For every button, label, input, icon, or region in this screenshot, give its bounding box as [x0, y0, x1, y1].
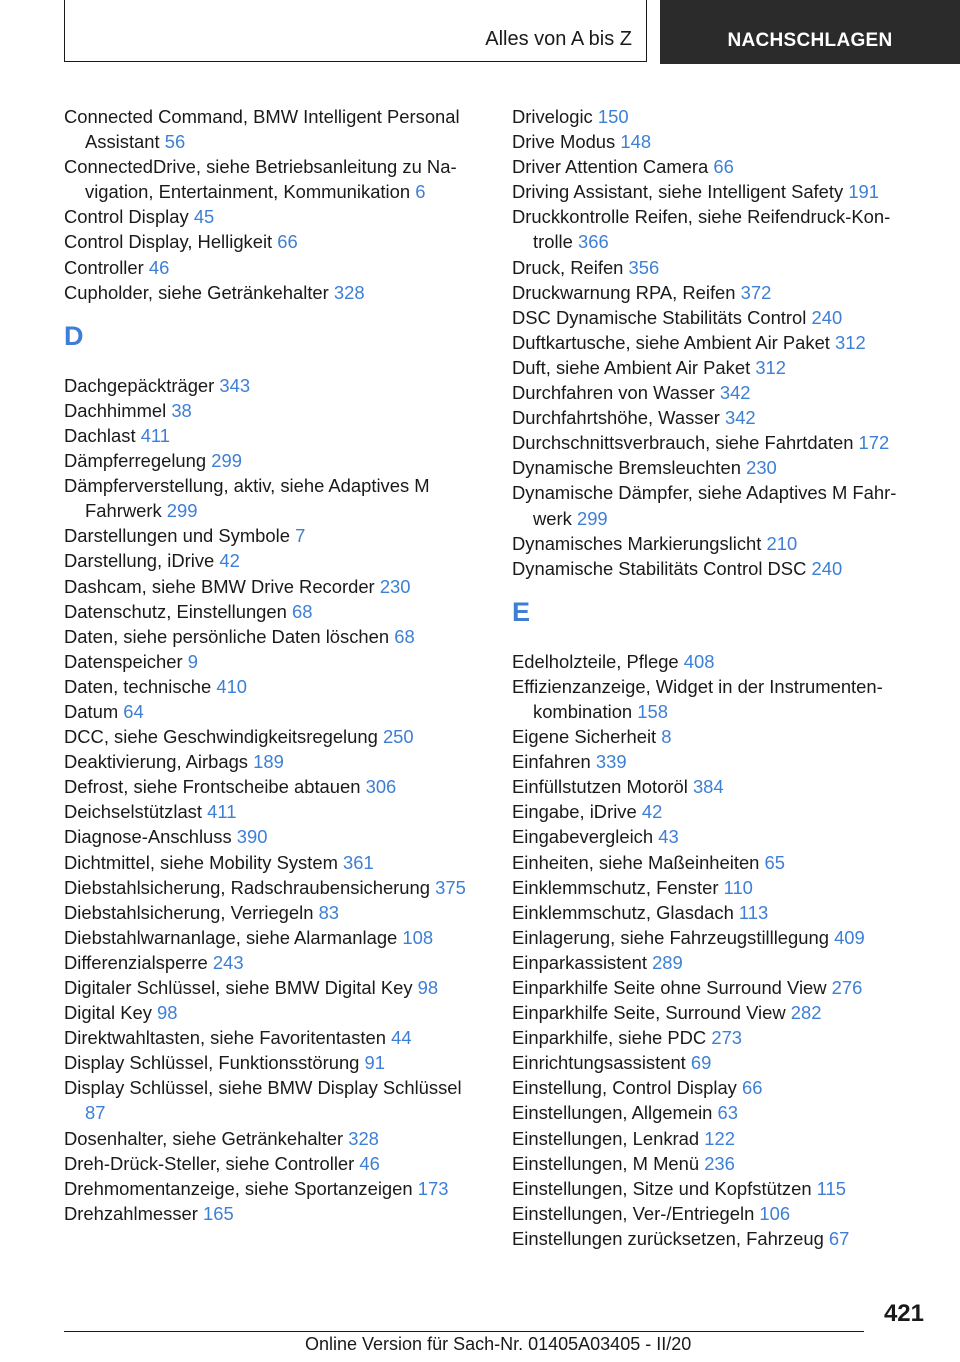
index-entry [64, 624, 484, 649]
index-entry-term: Effizienzanzeige, Widget in der Instrumentenkombination [512, 675, 883, 722]
index-entry [512, 179, 917, 204]
index-entry-term: Dämpferverstellung, aktiv, siehe Adaptives M Fahrwerk [64, 475, 430, 522]
index-entry [64, 280, 484, 305]
index-entry [64, 774, 484, 799]
index-entry-term: Dynamische Bremsleuchten [512, 457, 741, 479]
index-entry [64, 850, 484, 875]
index-entry [512, 280, 917, 305]
online-version-note: Online Version für Sach-Nr. 01405A03405 - II/20 [305, 1334, 692, 1354]
index-entry-page-link[interactable]: 408 [683, 650, 715, 672]
index-entry-term: Dachhimmel [64, 399, 167, 421]
index-entry [512, 380, 917, 405]
index-entry-page-link[interactable]: 328 [348, 1127, 379, 1149]
index-entry-page-link[interactable]: 7 [295, 525, 306, 547]
index-entry [64, 1075, 484, 1125]
index-entry [64, 423, 484, 448]
index-entry [512, 1000, 917, 1025]
index-entry-page-link[interactable]: 110 [723, 876, 753, 898]
index-entry-term: Connected Command, BMW Intelligent Personal Assistant [64, 106, 460, 153]
index-entry [64, 824, 484, 849]
index-entry-term: Control Display, Helligkeit [64, 231, 273, 253]
index-entry [512, 255, 917, 280]
index-entry-page-link[interactable]: 289 [652, 951, 683, 973]
index-entry [64, 925, 484, 950]
index-entry-term: Druck, Reifen [512, 256, 624, 278]
index-entry-page-link[interactable]: 189 [253, 751, 284, 773]
index-entry-term: Einparkassistent [512, 951, 647, 973]
index-entry [64, 649, 484, 674]
index-entry [512, 129, 917, 154]
index-entry-term: Display Schlüssel, Funktionsstörung [64, 1052, 360, 1074]
index-entry-term: DSC Dynamische Stabilitäts Control [512, 306, 807, 328]
index-entry [64, 448, 484, 473]
index-entry [64, 104, 484, 154]
index-entry [64, 975, 484, 1000]
index-entry-term: ConnectedDrive, siehe Betriebsanleitung zu Navigation, Entertainment, Kommunikation [64, 156, 457, 203]
index-entry-term: Darstellung, iDrive [64, 550, 215, 572]
index-entry-page-link[interactable]: 306 [365, 776, 397, 798]
index-entry-page-link[interactable]: 65 [764, 851, 786, 873]
index-entry [512, 1226, 917, 1251]
index-entry-page-link[interactable]: 312 [835, 331, 866, 353]
index-entry-term: Einstellungen, Sitze und Kopfstützen [512, 1177, 812, 1199]
index-entry [64, 1000, 484, 1025]
index-entry-page-link[interactable]: 87 [85, 1102, 106, 1124]
index-entry-page-link[interactable]: 45 [193, 206, 215, 228]
index-entry-term: Einstellungen, M Menü [512, 1152, 700, 1174]
index-entry-term: DCC, siehe Geschwindigkeitsregelung [64, 726, 378, 748]
index-entry [64, 373, 484, 398]
index-letter-heading: D [64, 320, 84, 351]
index-entry-page-link[interactable]: 68 [292, 600, 313, 622]
index-entry-page-link[interactable]: 299 [166, 500, 198, 522]
index-entry-page-link[interactable]: 69 [690, 1052, 712, 1074]
index-entry-term: Digitaler Schlüssel, siehe BMW Digital Key [64, 977, 413, 998]
index-entry-term: Einklemmschutz, Fenster [512, 876, 719, 898]
index-entry-page-link[interactable]: 230 [746, 457, 777, 479]
index-entry-term: Dreh-Drück-Steller, siehe Controller [64, 1152, 355, 1174]
index-entry [512, 875, 917, 900]
index-entry [512, 724, 917, 749]
section-title: Alles von A bis Z [485, 28, 632, 50]
index-entry-term: Cupholder, siehe Getränkehalter [64, 281, 329, 303]
index-entry-term: Diagnose-Anschluss [64, 826, 232, 848]
index-entry [64, 599, 484, 624]
index-entry-page-link[interactable]: 8 [661, 726, 672, 748]
index-entry-page-link[interactable]: 411 [207, 801, 237, 823]
index-entry-term: Control Display [64, 206, 189, 228]
index-entry-term: Defrost, siehe Frontscheibe abtauen [64, 776, 361, 798]
index-entry-term: Daten, technische [64, 675, 212, 697]
index-entry-page-link[interactable]: 83 [318, 901, 340, 923]
index-entry [512, 1025, 917, 1050]
index-entry-page-link[interactable]: 56 [164, 131, 186, 153]
index-entry [512, 405, 917, 430]
index-entry-page-link[interactable]: 122 [704, 1127, 735, 1149]
index-entry [512, 455, 917, 480]
index-entry [512, 850, 917, 875]
chapter-tab [660, 0, 960, 64]
index-entry-page-link[interactable]: 390 [236, 826, 268, 848]
index-entry-term: Durchfahrtshöhe, Wasser [512, 407, 720, 429]
index-entry-page-link[interactable]: 68 [394, 625, 415, 647]
index-entry-page-link[interactable]: 98 [157, 1002, 178, 1024]
index-entry-page-link[interactable]: 410 [216, 675, 248, 697]
index-entry [64, 875, 484, 900]
index-entry-page-link[interactable]: 42 [641, 801, 663, 823]
index-entry [64, 699, 484, 724]
index-entry [64, 1126, 484, 1151]
index-entry [64, 548, 484, 573]
index-entry-page-link[interactable]: 411 [140, 424, 171, 446]
index-entry [512, 154, 917, 179]
index-entry-term: Einheiten, siehe Maßeinheiten [512, 851, 760, 873]
index-entry-term: Dachgepäckträger [64, 374, 215, 396]
index-entry [512, 204, 917, 254]
index-entry-term: Edelholzteile, Pflege [512, 650, 679, 672]
index-entry-page-link[interactable]: 148 [620, 131, 652, 153]
index-entry-term: Einparkhilfe Seite ohne Surround View [512, 977, 827, 998]
index-entry-term: Dynamisches Markierungslicht [512, 532, 762, 554]
index-entry [512, 674, 917, 724]
index-entry-page-link[interactable]: 230 [379, 575, 411, 597]
index-entry-page-link[interactable]: 106 [759, 1202, 791, 1224]
index-entry-page-link[interactable]: 158 [637, 700, 668, 722]
index-entry [512, 305, 917, 330]
index-entry [64, 473, 484, 523]
index-entry-term: Datenspeicher [64, 650, 183, 672]
index-entry-term: Diebstahlsicherung, Radschraubensicherung [64, 876, 430, 898]
index-entry [64, 950, 484, 975]
index-entry-page-link[interactable]: 9 [187, 650, 198, 672]
index-entry [512, 355, 917, 380]
index-entry-term: Druckwarnung RPA, Reifen [512, 281, 736, 303]
index-entry [512, 824, 917, 849]
index-entry [512, 1176, 917, 1201]
index-entry-term: Eingabe, iDrive [512, 801, 637, 823]
index-entry-page-link[interactable]: 342 [724, 407, 756, 429]
index-entry-page-link[interactable]: 91 [364, 1052, 386, 1074]
index-entry [64, 229, 484, 254]
index-entry-page-link[interactable]: 328 [333, 281, 365, 303]
index-entry-page-link[interactable]: 240 [811, 306, 843, 328]
index-entry-term: Dichtmittel, siehe Mobility System [64, 851, 338, 873]
index-entry-term: Einrichtungsassistent [512, 1052, 686, 1074]
index-entry [512, 480, 917, 530]
index-entry-page-link[interactable]: 38 [171, 399, 192, 421]
index-entry-page-link[interactable]: 343 [219, 374, 251, 396]
index-entry [512, 925, 917, 950]
index-entry-page-link[interactable]: 299 [576, 507, 608, 529]
index-entry-term: Daten, siehe persönliche Daten löschen [64, 625, 390, 647]
index-entry-page-link[interactable]: 384 [692, 776, 724, 798]
index-entry-page-link[interactable]: 342 [719, 382, 751, 404]
index-entry [64, 674, 484, 699]
index-entry-term: Eingabevergleich [512, 826, 654, 848]
index-entry [512, 749, 917, 774]
index-column-right [512, 104, 917, 1251]
page-number: 421 [883, 1300, 924, 1327]
index-letter-heading: E [512, 596, 531, 627]
index-entry-page-link[interactable]: 64 [123, 700, 144, 722]
index-entry-term: Direktwahltasten, siehe Favoritentasten [64, 1027, 386, 1049]
index-entry-term: Darstellungen und Symbole [64, 525, 290, 547]
index-entry-page-link[interactable]: 173 [417, 1177, 449, 1199]
index-entry-page-link[interactable]: 191 [848, 181, 880, 203]
index-entry-term: Deaktivierung, Airbags [64, 751, 249, 773]
index-entry [64, 523, 484, 548]
index-entry-page-link[interactable]: 375 [435, 876, 466, 898]
index-entry-term: Dynamische Stabilitäts Control DSC [512, 557, 807, 579]
index-entry-term: Deichselstützlast [64, 801, 202, 823]
index-entry-term: Einfahren [512, 751, 591, 773]
index-entry-page-link[interactable]: 44 [391, 1027, 412, 1049]
index-entry [512, 975, 917, 1000]
index-entry-term: Controller [64, 256, 144, 278]
index-entry [64, 1025, 484, 1050]
index-entry [512, 556, 917, 581]
index-entry-page-link[interactable]: 66 [713, 156, 734, 178]
index-entry-term: Drivelogic [512, 106, 593, 127]
index-entry-term: Diebstahlwarnanlage, siehe Alarmanlage [64, 926, 398, 948]
index-entry-term: Einlagerung, siehe Fahrzeugstilllegung [512, 926, 829, 948]
index-entry-term: Driver Attention Camera [512, 156, 709, 178]
index-entry [512, 1100, 917, 1125]
index-entry-term: Einstellungen, Ver-/Entriegeln [512, 1202, 755, 1224]
index-entry [512, 1201, 917, 1226]
index-entry [64, 1050, 484, 1075]
index-entry [512, 430, 917, 455]
index-entry-term: Einstellungen, Allgemein [512, 1102, 713, 1124]
index-entry [512, 799, 917, 824]
index-entry-term: Druckkontrolle Reifen, siehe Reifendruck-Kontrolle [512, 206, 891, 253]
index-entry-term: Drehzahlmesser [64, 1202, 198, 1224]
index-entry [64, 255, 484, 280]
index-entry-term: Drive Modus [512, 131, 616, 153]
index-entry [64, 1201, 484, 1226]
index-entry-term: Diebstahlsicherung, Verriegeln [64, 901, 314, 923]
index-entry-page-link[interactable]: 172 [858, 432, 890, 454]
index-entry [64, 154, 484, 204]
index-entry-term: Datenschutz, Einstellungen [64, 600, 287, 622]
index-entry-page-link[interactable]: 67 [828, 1227, 850, 1249]
index-entry [512, 900, 917, 925]
index-entry [64, 1151, 484, 1176]
index-entry-page-link[interactable]: 113 [738, 901, 769, 923]
chapter-title: NACHSCHLAGEN [727, 30, 893, 51]
index-entry [64, 799, 484, 824]
index-entry-page-link[interactable]: 6 [415, 181, 426, 203]
index-entry-page-link[interactable]: 250 [382, 726, 414, 748]
index-entry-term: Dämpferregelung [64, 450, 207, 472]
index-entry-term: Einstellung, Control Display [512, 1077, 737, 1099]
index-entry-term: Dachlast [64, 424, 136, 446]
index-entry-page-link[interactable]: 66 [742, 1077, 763, 1099]
index-entry-page-link[interactable]: 210 [766, 532, 798, 554]
index-entry-term: Dynamische Dämpfer, siehe Adaptives M Fahrwerk [512, 482, 897, 529]
index-entry-page-link[interactable]: 361 [343, 851, 374, 873]
index-entry [512, 950, 917, 975]
index-entry [64, 398, 484, 423]
index-entry [512, 1126, 917, 1151]
index-entry-page-link[interactable]: 63 [717, 1102, 738, 1124]
index-entry [512, 531, 917, 556]
index-entry [512, 774, 917, 799]
index-entry-page-link[interactable]: 273 [711, 1027, 743, 1049]
index-entry-page-link[interactable]: 299 [211, 450, 242, 472]
index-entry-page-link[interactable]: 356 [628, 256, 660, 278]
index-entry [64, 900, 484, 925]
index-entry-term: Dosenhalter, siehe Getränkehalter [64, 1127, 344, 1149]
index-entry-page-link[interactable]: 240 [811, 557, 843, 579]
index-entry [512, 649, 917, 674]
index-entry-term: Display Schlüssel, siehe BMW Display Schlüssel [64, 1077, 462, 1099]
index-entry-term: Dashcam, siehe BMW Drive Recorder [64, 575, 375, 597]
index-entry-page-link[interactable]: 312 [755, 356, 786, 378]
index-entry-term: Differenzialsperre [64, 951, 208, 973]
index-entry-term: Datum [64, 700, 119, 722]
index-entry-page-link[interactable]: 66 [277, 231, 298, 253]
index-entry-page-link[interactable]: 108 [402, 926, 434, 948]
index-entry [64, 724, 484, 749]
index-entry-term: Drehmomentanzeige, siehe Sportanzeigen [64, 1177, 413, 1199]
index-entry [64, 204, 484, 229]
index-entry-term: Digital Key [64, 1002, 152, 1024]
index-entry-term: Driving Assistant, siehe Intelligent Safety [512, 181, 844, 203]
index-entry [64, 1176, 484, 1201]
index-entry-page-link[interactable]: 46 [148, 256, 170, 278]
index-entry-page-link[interactable]: 339 [595, 751, 627, 773]
index-column-left [64, 104, 484, 1226]
index-entry [512, 1050, 917, 1075]
index-entry [512, 1075, 917, 1100]
index-entry [512, 104, 917, 129]
index-entry-page-link[interactable]: 98 [417, 977, 439, 998]
index-entry-term: Einstellungen zurücksetzen, Fahrzeug [512, 1227, 824, 1249]
index-entry-term: Eigene Sicherheit [512, 726, 657, 748]
index-entry [512, 1151, 917, 1176]
index-entry-term: Einstellungen, Lenkrad [512, 1127, 700, 1149]
index-entry-term: Duftkartusche, siehe Ambient Air Paket [512, 331, 830, 353]
footer-divider [64, 1331, 864, 1332]
index-entry-term: Einparkhilfe Seite, Surround View [512, 1002, 786, 1024]
index-entry-page-link[interactable]: 276 [831, 977, 863, 998]
header-section-box [64, 0, 647, 62]
index-entry-term: Einfüllstutzen Motoröl [512, 776, 688, 798]
index-entry-page-link[interactable]: 43 [658, 826, 679, 848]
index-entry [64, 749, 484, 774]
index-entry-page-link[interactable]: 236 [704, 1152, 735, 1174]
index-entry-page-link[interactable]: 372 [740, 281, 772, 303]
index-entry-term: Duft, siehe Ambient Air Paket [512, 356, 751, 378]
index-entry-page-link[interactable]: 282 [790, 1002, 822, 1024]
index-entry-term: Einparkhilfe, siehe PDC [512, 1027, 707, 1049]
index-entry-term: Durchfahren von Wasser [512, 382, 715, 404]
index-entry-page-link[interactable]: 115 [816, 1177, 847, 1199]
index-entry-page-link[interactable]: 366 [578, 231, 609, 253]
index-entry-term: Einklemmschutz, Glasdach [512, 901, 734, 923]
index-entry-page-link[interactable]: 243 [212, 951, 244, 973]
index-entry [64, 574, 484, 599]
index-entry-page-link[interactable]: 165 [203, 1202, 234, 1224]
index-entry-page-link[interactable]: 150 [597, 106, 629, 127]
index-entry-term: Durchschnittsverbrauch, siehe Fahrtdaten [512, 432, 854, 454]
index-entry-page-link[interactable]: 46 [359, 1152, 380, 1174]
index-entry-page-link[interactable]: 42 [219, 550, 240, 572]
index-entry-page-link[interactable]: 409 [834, 926, 865, 948]
index-entry [512, 330, 917, 355]
